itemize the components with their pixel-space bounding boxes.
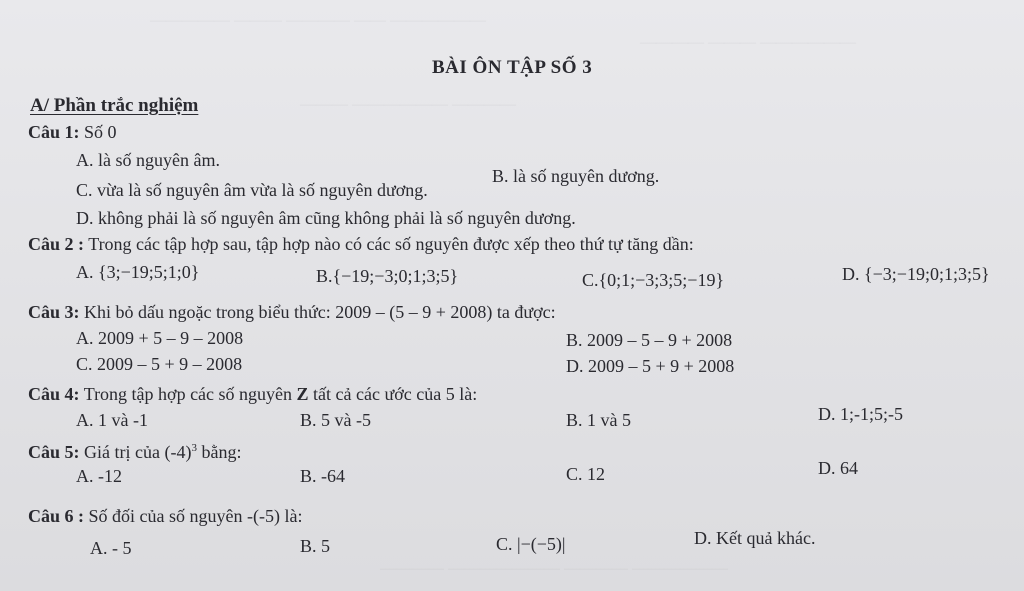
option-c: C.{0;1;−3;3;5;−19} <box>582 270 725 290</box>
exponent: 3 <box>191 442 197 454</box>
page-title: BÀI ÔN TẬP SỐ 3 <box>432 57 593 78</box>
option-c: C. |−(−5)| <box>496 534 566 554</box>
option-d: D. 1;-1;5;-5 <box>818 404 903 424</box>
option-c: B. 1 và 5 <box>566 410 631 430</box>
question-text-before: Giá trị của (-4) <box>84 442 192 462</box>
option-a: A. 1 và -1 <box>76 410 148 430</box>
bleed-through-text: ———— ——— —————— <box>640 34 856 51</box>
option-c: C. vừa là số nguyên âm vừa là số nguyên dương. <box>76 180 428 200</box>
option-b: B. 5 <box>300 536 331 556</box>
question-text: Số 0 <box>84 122 117 142</box>
option-c: C. 12 <box>566 464 606 484</box>
question-text-after: tất cả các ước của 5 là: <box>313 384 478 404</box>
option-b: B.{−19;−3;0;1;3;5} <box>316 266 459 286</box>
option-d: D. 64 <box>818 458 858 478</box>
question-label: Câu 1: <box>28 122 80 142</box>
option-a: A. -12 <box>76 466 122 486</box>
question-text-before: Trong tập hợp các số nguyên <box>83 384 293 404</box>
section-heading: A/ Phần trắc nghiệm <box>30 95 199 116</box>
question-label: Câu 2 : <box>28 234 85 254</box>
option-b: B. 5 và -5 <box>300 410 371 430</box>
question-4 <box>28 384 477 404</box>
question-3 <box>28 302 556 322</box>
question-text: Số đối của số nguyên -(-5) là: <box>88 506 303 526</box>
option-b: B. 2009 – 5 – 9 + 2008 <box>566 330 733 350</box>
integer-set-symbol: Z <box>296 384 309 404</box>
bleed-through-text: ————— ——— ———— —— —————— <box>150 12 486 29</box>
option-d: D. 2009 – 5 + 9 + 2008 <box>566 356 735 376</box>
question-label: Câu 5: <box>28 442 80 462</box>
option-a: A. 2009 + 5 – 9 – 2008 <box>76 328 244 348</box>
option-d: D. không phải là số nguyên âm cũng không phải là số nguyên dương. <box>76 208 576 228</box>
bleed-through-text: ———— ——————— ———— —————— <box>380 560 728 577</box>
option-d: D. {−3;−19;0;1;3;5} <box>842 264 990 284</box>
option-b: B. là số nguyên dương. <box>492 166 660 186</box>
question-label: Câu 3: <box>28 302 80 322</box>
option-a: A. {3;−19;5;1;0} <box>76 262 200 282</box>
option-b: B. -64 <box>300 466 345 486</box>
question-text: Trong các tập hợp sau, tập hợp nào có các số nguyên được xếp theo thứ tự tăng dần: <box>88 234 694 254</box>
option-a: A. là số nguyên âm. <box>76 150 220 170</box>
question-6 <box>28 506 302 526</box>
question-label: Câu 4: <box>28 384 80 404</box>
option-d: D. Kết quả khác. <box>694 528 816 548</box>
question-1 <box>28 122 117 142</box>
bleed-through-text: ——— —————— ———— <box>300 96 516 113</box>
option-c: C. 2009 – 5 + 9 – 2008 <box>76 354 243 374</box>
option-a: A. - 5 <box>90 538 132 558</box>
question-label: Câu 6 : <box>28 506 85 526</box>
question-2 <box>28 234 694 254</box>
question-text: Khi bỏ dấu ngoặc trong biểu thức: 2009 – (5 – 9 + 2008) ta được: <box>84 302 556 322</box>
question-text-after: bằng: <box>201 442 242 462</box>
question-5 <box>28 438 241 462</box>
